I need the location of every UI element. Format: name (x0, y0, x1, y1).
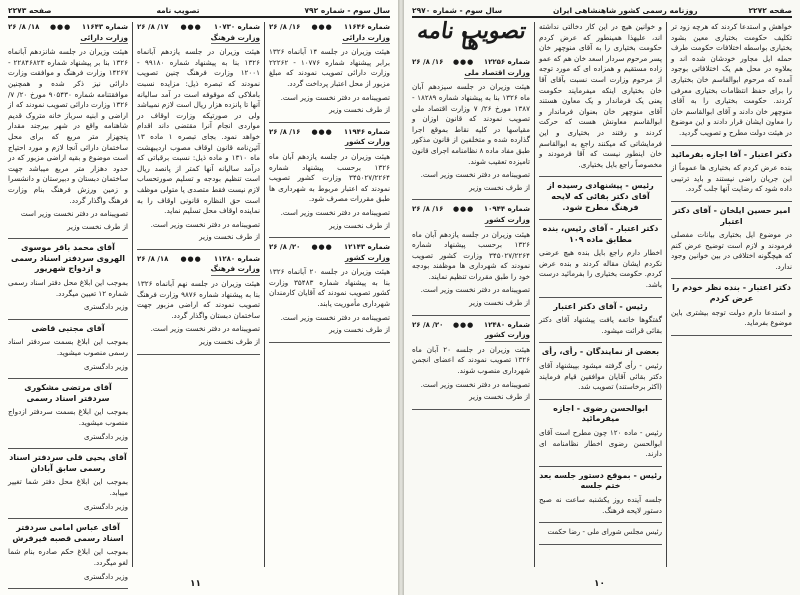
entry (539, 22, 662, 170)
right-page-paper-name: روزنامه رسمی کشور شاهنشاهی ایران (552, 5, 698, 15)
left-page-section: تصویب نامه (156, 5, 200, 15)
entry-signoff: از طرف نخست وزیر (199, 233, 260, 242)
entry-number: شماره ۱۱۶۴۶ (343, 23, 390, 31)
entry-ministry: وزارت کشور (345, 253, 390, 265)
stars-divider: ●●● (180, 23, 202, 31)
right-page-column-1 (666, 22, 796, 567)
entry-separator (412, 199, 530, 200)
stars-divider: ●●● (180, 254, 202, 263)
entry (412, 57, 530, 193)
entry-signoff: از طرف نخست وزیر (329, 326, 390, 335)
entry-separator (671, 278, 792, 279)
right-page-header (412, 4, 792, 18)
entry-header (137, 22, 260, 33)
entry-separator (269, 342, 390, 343)
entry-ministry: وزارت اقتصاد ملی (464, 68, 530, 80)
entry-date: ۱۸/ ۸/ ۲۶ (8, 23, 40, 31)
entry-text: در موضوع ایل بختیاری بیانات مفصلی فرمودند و لازم است توضیح عرض کنم که هیچگونه اختلافی در بین خوانین وجود ندارد. (671, 230, 792, 271)
left-page (0, 0, 398, 595)
entry (8, 324, 128, 372)
entry-heading: آقای مجتبی قاضی (31, 323, 105, 333)
entry-separator (412, 315, 530, 316)
entry-number: شماره ۱۲۲۵۶ (483, 58, 530, 67)
entry-text: هیئت وزیران در جلسه یازدهم آبانماه ۱۳۲۶ بنا به پیشنهاد شماره ۹۹۱۸۰ - ۱۲۰۰۱ وزارت فرهنگ چنین تصویب نمودند که تبصره ذیل: مزایده نسبت باملاکی که موقوفه است در آمد سالیانه آنها تا پانزده هزار ریال است لازم نمیباشد ولی در صورتیکه وزارت اوقاف در مواردی انجام آنرا مقتضی داند اقدام خواهد نمود. بجای تبصره ۱ ماده ۱۳ آئین‌نامه قانون اوقاف مصوب اردیبهشت ماه ۱۳۱۰ و ماده ذیل: نسبت برقباتی که درآمد سالیانه آنها کمتر از پانصد ریال است تنظیم بودجه و تسلیم صورتحساب لازم نیست فقط متصدی یا متولی موظف است حق النظاره قانونی اوقاف را به نماینده اوقاف محل تسلیم نماید. (137, 47, 261, 216)
entry-separator (137, 354, 260, 355)
entry-sign: تصویبنامه در دفتر نخست وزیر است. (280, 207, 390, 217)
section-title: تصویب نامه ها (415, 18, 528, 55)
entry-text: گفتگوها خاتمه یافت پیشنهاد آقای دکتر بقائی قرائت میشود. (539, 315, 662, 335)
entry-separator (8, 319, 128, 320)
entry-sign: تصویبنامه در دفتر نخست وزیر است. (420, 285, 530, 295)
right-page-footer-number: ۱۰ (594, 579, 605, 589)
entry-heading: رئیس - آقای دکتر اعتبار (553, 301, 648, 311)
entry (412, 204, 530, 308)
entry-ministry: وزارت فرهنگ (211, 33, 260, 45)
entry-signoff: از طرف نخست وزیر (329, 106, 390, 115)
entry-text: بموجب این ابلاغ محل دفتر شما تغییر مییابد. (8, 477, 128, 497)
entry-text: هیئت وزیران در جلسه نهم آبانماه ۱۳۲۶ بنا به پیشنهاد شماره ۹۸۷۶ وزارت فرهنگ تصویب نمودند که اراضی مزبور جهت ساختمان دبستان واگذار گردد. (137, 279, 260, 320)
left-page-column-1 (264, 22, 394, 567)
entry-separator (671, 145, 792, 146)
entry (671, 22, 792, 139)
entry-text: بنده عرض کردم که بختیاری ها عموماً از این جریان راضی نیستند و باید ترتیبی داده شود که رضایت آنها جلب گردد. (671, 163, 792, 194)
entry-sign: تصویبنامه در دفتر نخست وزیر است. (280, 92, 390, 102)
entry (269, 127, 390, 231)
entry (539, 527, 662, 538)
entry-heading: رئیس - پیشنهادی رسیده از آقای دکتر بقائی که لایحه فرهنگ مطرح شود. (547, 181, 654, 212)
entry-sign: تصویبنامه در دفتر نخست وزیر است. (420, 170, 530, 180)
entry-header (8, 22, 128, 33)
entry-date: ۲۰/ ۸/ ۲۶ (269, 243, 301, 252)
entry-text: بموجب این ابلاغ بسمت سردفتر اسناد رسمی منصوب میشوید. (8, 337, 128, 358)
entry-heading: ابوالحسن رضوی - اجازه میفرمائید (553, 403, 648, 424)
entry-number: شماره ۱۱۹۴۶ (343, 127, 390, 136)
entry-signoff: از طرف نخست وزیر (469, 393, 530, 402)
right-page-column-3-entries (412, 57, 530, 410)
entry (8, 383, 128, 442)
entry-separator (8, 448, 128, 449)
entry-heading: دکتر اعتبار - آقای رئیس، بنده مطابق ماده ۱۰۹ (542, 224, 659, 244)
entry-sign: تصویبنامه در دفتر نخست وزیر است. (420, 379, 530, 389)
entry-separator (539, 176, 662, 177)
entry-heading: امیر حسین ایلخان - آقای دکتر اعتبار (672, 205, 791, 226)
right-page-column-2 (534, 22, 666, 567)
entry (671, 150, 792, 195)
entry-header (412, 204, 530, 215)
entry-text: جلسه آینده روز یکشنبه ساعت نه صبح دستور لایحه فرهنگ. (539, 494, 662, 515)
entry (8, 22, 128, 232)
entry-header (269, 22, 390, 33)
entry-separator (8, 378, 128, 379)
entry-separator (539, 219, 662, 220)
left-page-column-3 (4, 22, 132, 581)
entry-date: ۱۸/ ۸/ ۲۶ (137, 254, 169, 263)
stars-divider: ●●● (311, 23, 333, 31)
entry-date: ۱۶/ ۸/ ۲۶ (269, 127, 301, 136)
entry-text: بموجب این ابلاغ حکم صادره بنام شما لغو میگردد. (8, 547, 128, 567)
entry-separator (539, 522, 662, 523)
entry-header (412, 320, 530, 331)
entry (539, 181, 662, 213)
entry-date: ۱۷/ ۸/ ۲۶ (137, 23, 169, 31)
entry (137, 22, 260, 243)
entry (539, 302, 662, 337)
entry-text: هیئت وزیران در جلسه یازدهم آبان ماه ۱۳۲۶ برحسب پیشنهاد شماره ۳۴۵۰۲۷/۲۲۶۴ وزارت کشور تصویب نمودند که اعتبار مربوط به شهرداری ها طبق مقررات مصرف شود. (269, 151, 390, 204)
entry-separator (269, 237, 390, 238)
entry-text: هیئت وزیران در جلسه یازدهم آبان ماه ۱۳۲۶ برحسب پیشنهاد شماره ۳۴۵۰۲۷/۲۲۶۴ وزارت کشور تصویب نمودند که شهرداری ها موظفند بودجه خود را طبق مقررات تنظیم نمایند. (412, 229, 530, 281)
entry-ministry: وزارت دارائی (80, 33, 128, 45)
left-page-header (8, 4, 390, 18)
entry (8, 453, 128, 512)
entry-separator (412, 409, 530, 410)
entry-separator (539, 399, 662, 400)
entry-signoff: از طرف نخست وزیر (67, 222, 128, 231)
entry (269, 242, 390, 336)
entry-separator (269, 122, 390, 123)
entry (137, 254, 260, 348)
entry-separator (539, 342, 662, 343)
entry-text: رئیس - ماده ۱۲۰ چون مطرح است آقای ابوالحسن رضوی اخطار نظامنامه ای دارند. (539, 428, 662, 459)
entry-text: هیئت وزیران در جلسه سیزدهم آبان ماه ۱۳۲۶ بنا به پیشنهاد شماره ۱۸۲۸۹ - ۱۳۸۷ مورخ ۲۶/ ۷ وزارت اقتصاد ملی تصویب نمودند که قانون اوزان و مقیاسها در کلیه نقاط بموقع اجرا گذارده شده و متخلفین از قانون مذکور طبق مفاد ماده ۸ نظامنامه اجرای قانون تامیزده تعقیب شوند. (412, 82, 530, 166)
entry-text: رئیس - رأی گرفته میشود بپیشنهاد آقای دکتر بقائی آقایان موافقین قیام فرمایند (اکثر برخاستند) تصویب شد. (539, 361, 662, 392)
entry-signoff: از طرف نخست وزیر (329, 221, 390, 230)
entry-heading: دکتر اعتبار - آقا اجازه بفرمائید (670, 149, 792, 159)
entry (671, 283, 792, 328)
entry-header (269, 127, 390, 138)
entry-date: ۱۶/ ۸/ ۲۶ (269, 23, 301, 31)
entry-heading: آقای یحیی قلی سردفتر اسناد رسمی سابق آبادان (9, 453, 127, 473)
entry-separator (137, 249, 260, 250)
entry (8, 523, 128, 582)
entry-separator (8, 238, 128, 239)
entry-date: ۱۶/ ۸/ ۲۶ (412, 58, 444, 67)
entry-text: هیئت وزیران در جلسه ۱۴ آبانماه ۱۳۲۶ برابر پیشنهاد شماره ۱۰۷۷۶ - ۲۲۲۶۲ وزارت دارائی تصویب نمودند که مبلغ مزبور از محل اعتبار پرداخت گردد. (269, 47, 390, 88)
entry-text: بموجب این ابلاغ محل دفتر اسناد رسمی شماره ۱۲ تعیین میگردد. (8, 278, 128, 298)
entry-number: شماره ۱۲۱۴۳ (343, 243, 390, 252)
entry-header (137, 254, 260, 265)
entry-number: شماره ۱۱۲۸۰ (213, 254, 260, 263)
entry-sign: تصویبنامه در دفتر نخست وزیر است. (150, 324, 260, 334)
entry-text: بموجب این ابلاغ بسمت سردفتر ازدواج منصوب میشوید. (8, 407, 128, 427)
right-page-column-3 (408, 18, 534, 567)
entry-signoff: وزیر دادگستری (83, 432, 128, 441)
entry-heading: رئیس - بموقع دستور جلسه بعد ختم جلسه (539, 470, 662, 491)
entry-separator (671, 201, 792, 202)
entry-ministry: وزارت دارائی (342, 33, 390, 45)
entry-ministry: وزارت کشور (345, 137, 390, 149)
entry-separator (539, 544, 662, 545)
entry (539, 347, 662, 392)
entry-sign: تصویبنامه در دفتر نخست وزیر است. (280, 312, 390, 322)
entry-date: ۱۶/ ۸/ ۲۶ (412, 205, 444, 214)
entry-signoff: از طرف نخست وزیر (199, 338, 260, 347)
entry-heading: آقای محمد باقر موسوی الهروی سردفتر اسناد رسمی و ازدواج شهریور (10, 243, 125, 274)
stars-divider: ●●● (452, 205, 475, 214)
stars-divider: ●●● (311, 243, 333, 252)
stars-divider: ●●● (311, 127, 333, 136)
entry (8, 243, 128, 313)
entry-number: شماره ۱۱۶۴۳ (81, 23, 128, 31)
entry-sign: تصویبنامه در دفتر نخست وزیر است (20, 209, 128, 219)
left-page-issue: سال سوم - شماره ۷۹۲ (304, 5, 390, 15)
entry-heading: آقای عباس امامی سردفتر اسناد رسمی قصبه فیرفرش (12, 523, 124, 543)
entry-separator (539, 297, 662, 298)
entry-signoff: وزیر دادگستری (83, 362, 128, 371)
left-page-number-top: صفحه ۲۲۷۳ (8, 5, 52, 15)
entry-signoff: از طرف نخست وزیر (469, 183, 530, 192)
left-page-footer-number: ۱۱ (190, 579, 201, 589)
entry-signoff: رئیس مجلس شورای ملی - رضا حکمت (547, 528, 662, 537)
entry-separator (8, 588, 128, 589)
stars-divider: ●●● (452, 58, 475, 67)
entry-separator (8, 518, 128, 519)
entry-signoff: وزیر دادگستری (83, 572, 128, 581)
entry-text: و خوانین هیچ در این کار دخالتی نداشته اند، علیهذا همینطور که عرض کردم حکومت بختیاری را به آقای منوچهر خان پسر مرحوم سردار اسعد خان هم که عمو زاده مستقیم و همزاده ای که مورد توجه از مرحوم وزارت است نسبت بآقای آقا خان بختیاری اینکه میفرمایند حکومت یعنی یک فرماندار و یک معاون هستند آقای منوچهر خان بعنوان فرماندار و ابوالقاسم معاونش هست که حرکت کردند و رفتند در بختیاری و این فرمایشاتی که میکنند راجع به ابوالقاسم خان اینطور نیست که آقا فرمودند و مخصوصاً راجع بایل بختیاری. (539, 22, 662, 169)
entry (671, 206, 792, 273)
entry (269, 22, 390, 116)
entry (539, 224, 662, 291)
entry-text: هیئت وزیران در جلسه ۲۰ آبان ماه ۱۳۲۶ تصویب نمودند که اعضای انجمن شهرداری منصوب شوند. (412, 344, 530, 376)
entry-header (269, 242, 390, 253)
entry-text: هیئت وزیران در جلسه ۲۰ آبانماه ۱۳۲۶ بنا به پیشنهاد شماره ۳۵۴۸۳ وزارت کشور تصویب نمودند که آقایان کارمندان شهرداری مأموریت یابند. (269, 267, 390, 309)
entry-text: خواهش و استدعا کردند که هرچه زود تر تکلیف حکومت بختیاری معین بشود بختیاری بواسطه اختلافات حکومت طرف حمله ایل مجاور خودشان شده اند و بعلاوه در محل هم یک اختلافاتی بوجود آمده که مرحوم ابوالقاسم خان بختیاری را برای حفظ انتظامات بختیاری معرفی کردند. حکومت بختیاری را به آقای منوچهر خان دادند و آقای ابوالقاسم خان را معاون ایشان قرار دادند و این موضوع در هیئت دولت مطرح و تصویب گردید. (671, 22, 792, 137)
entry-signoff: وزیر دادگستری (83, 502, 128, 511)
entry-ministry: وزارت کشور (485, 215, 530, 227)
entry-number: شماره ۱۲۴۸۰ (483, 320, 530, 329)
entry-signoff: وزیر دادگستری (83, 303, 128, 312)
entry-ministry: وزارت فرهنگ (211, 264, 260, 276)
entry-number: شماره ۱۰۷۳۰ (213, 23, 260, 31)
stars-divider: ●●● (49, 23, 72, 31)
entry-heading: آقای مرتضی مشکوری سردفتر اسناد رسمی (24, 383, 112, 403)
entry-separator (671, 335, 792, 336)
right-page (404, 0, 800, 595)
entry-ministry: وزارت کشور (485, 330, 530, 342)
entry-date: ۲۰/ ۸/ ۲۶ (412, 320, 444, 329)
entry-header (412, 57, 530, 68)
entry (539, 404, 662, 460)
entry-text: هیئت وزیران در جلسه شانزدهم آبانماه ۱۳۲۶ بنا بر پیشنهاد شماره ۲۲۸۴۶۸۲۳ - ۱۴۲۶۷ وزارت فرهنگ و موافقت وزارت دارائی نیز ذکر شده و همچنین موافقتنامه شماره ۹۰۵۴۳۰ مورخ ۲۰/ ۷/ ۱۳۲۶ وزارت دارائی تصویب نمودند که از اراضی و ابنیه سرباز خانه متروک قدیم شاهنامه واقع در شهر بیرجند مقدار پنجهزار متر مربع که برای محل ساختمان دارائی آنجا لازم و مورد احتیاج است موضوع و بقیه اراضی مزبور که در حدود دهزار متر مربع میباشد جهت ساختمان دبستان و دبیرستان و دانشسرا و زمین ورزش فرهنگ بنام وزارت فرهنگ واگذار گردد. (8, 47, 128, 205)
right-page-number-top: صفحه ۲۲۷۲ (748, 5, 792, 15)
entry-sign: تصویبنامه در دفتر نخست وزیر است. (150, 219, 260, 229)
left-page-column-2 (132, 22, 264, 567)
entry-text: و استدعا دارم دولت توجه بیشتری باین موضوع بفرماید. (671, 307, 792, 328)
entry-heading: بعضی از نمایندگان - رأی، رأی (541, 347, 660, 357)
entry-text: اخطار دارم راجع بایل بنده هیچ عرضی نکردم ایشان مقاله کردند و بنده عرض کردم. حکومت بختیاری را بفرمائید درست باشد. (539, 248, 662, 290)
entry-signoff: از طرف نخست وزیر (469, 299, 530, 308)
entry (539, 471, 662, 516)
entry (412, 320, 530, 403)
stars-divider: ●●● (452, 320, 475, 329)
entry-separator (539, 466, 662, 467)
right-page-issue: سال سوم - شماره ۲۹۷۰ (412, 5, 503, 15)
entry-number: شماره ۱۰۹۴۴ (483, 205, 530, 214)
entry-heading: دکتر اعتبار - بنده نظر خودم را عرض کردم (672, 283, 791, 304)
